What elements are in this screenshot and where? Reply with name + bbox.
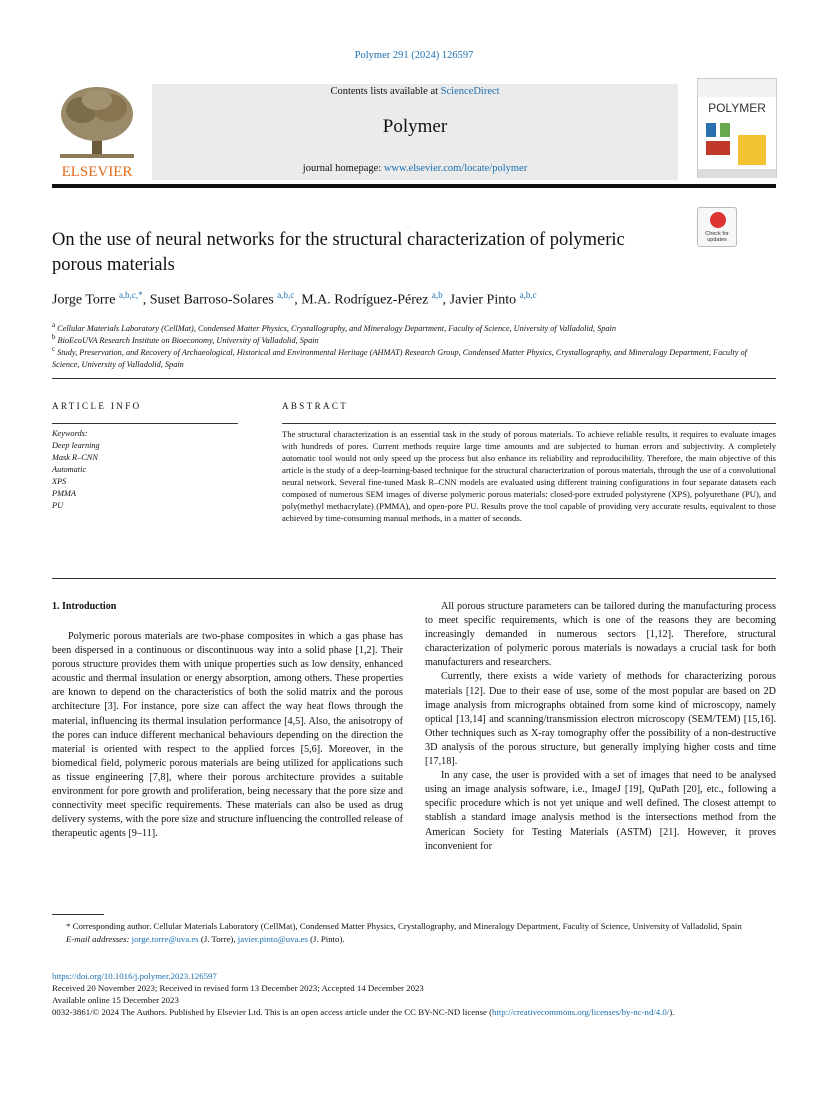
email-link[interactable]: jorge.torre@uva.es (131, 933, 199, 944)
crossmark-badge[interactable] (697, 207, 737, 247)
body-paragraph: In any case, the user is provided with a set of images that need to be analysed using an image analysis software, i.e., ImageJ [19], QuPath [20], etc., following a specific procedure which is not yet unique and well defined. The closest attempt to stablish a standard image analysis method is the intersections method from the American Society for Testing Materials (ASTM) [21]. However, it proves inconvenient for (425, 770, 776, 852)
license-link[interactable]: http://creativecommons.org/licenses/by-nc-nd/4.0/ (492, 1007, 670, 1017)
abstract-text: The structural characterization is an essential task in the study of porous materials. To achieve reliable results, it requires to evaluate images with hundreds of pores. Current methods require large time amounts and are subjected to human errors and subjectivity. A completely automatic tool would not only speed up the process but also enhance its reliability and reproducibility. Therefore, the main objective of this article is the study of a deep-learning-based technique for the structural characterization of porous materials, through the use of a convolutional neural network. Several fine-tuned Mask R–CNN models are evaluated using different training configurations in four separate datasets each composed of numerous SEM images of diverse polymeric porous materials: closed-pore extruded polystyrene (XPS), polyurethane (PU), and poly(methyl methacrylate) (PMMA), and open-pore PU. Results prove the tool capable of providing very accurate results, equivalent to those achieved by time-consuming manual methods, in a matter of seconds. (282, 429, 776, 523)
article-title: On the use of neural networks for the structural characterization of polymeric porous materials (52, 230, 625, 275)
author-name[interactable]: Javier Pinto (449, 292, 517, 308)
abstract-heading: ABSTRACT (282, 401, 349, 411)
keyword: PMMA (52, 489, 76, 498)
journal-title: Polymer (382, 116, 448, 137)
sciencedirect-link[interactable]: ScienceDirect (440, 86, 500, 97)
body-column-left (52, 630, 403, 841)
elsevier-tree-icon (52, 84, 142, 180)
crossmark-label: Check for updates (705, 231, 729, 243)
author-affiliation-marks[interactable]: a,b (431, 290, 443, 300)
author-name[interactable]: M.A. Rodríguez-Pérez (301, 292, 429, 308)
divider (52, 578, 776, 579)
contents-line: Contents lists available at ScienceDirect (330, 86, 500, 97)
author-list: Jorge Torre $^{a,b,c,*}$, Suset Barroso-Solares $^{a,b,c}$, M.A. Rodríguez-Pérez $^{a,b}$, Javier Pinto $^{a,b,c}$ (52, 290, 537, 308)
footnote-rule (52, 914, 104, 915)
available-online: Available online 15 December 2023 (52, 995, 179, 1005)
keyword: Mask R–CNN (52, 453, 98, 462)
body-column-right (425, 600, 776, 854)
keyword: PU (52, 501, 64, 510)
elsevier-logo (52, 84, 142, 180)
keyword: Automatic (52, 465, 87, 474)
affiliation: $^c$ Study, Preservation, and Recovery of Archaeological, Historical and Environmental Heritage (AHMAT) Research Group, Condensed Matter Physics, Crystallography, and Mineralogy Department, Faculty of Science, University of Valladolid, Spain (52, 346, 747, 369)
corresponding-author-note: * Corresponding author. Cellular Materials Laboratory (CellMat), Condensed Matter Physics, Crystallography, and Mineralogy Department, Faculty of Science, University of Valladolid, Spain (66, 921, 742, 931)
divider (52, 378, 776, 379)
author-affiliation-marks[interactable]: a,b,c (519, 290, 537, 300)
affiliation: $^b$ BioEcoUVA Research Institute on Bioeconomy, University of Valladolid, Spain (52, 334, 319, 345)
divider (52, 423, 238, 424)
received-dates: Received 20 November 2023; Received in revised form 13 December 2023; Accepted 14 December 2023 (52, 983, 424, 993)
body-paragraph: Currently, there exists a wide variety of methods for characterizing porous materials [12]. Due to their ease of use, some of the most popular are based on 2D image analysis from micrographs obtained from some kind of microscopy, namely optical [13,14] and scanning/transmission electron microscopy (SEM/TEM) [15,16]. Other techniques such as X-ray tomography offer the possibility of a non-destructive 3D analysis of the porous structure, but generally implying higher costs and time [17,18]. (425, 671, 776, 768)
cover-title: POLYMER (708, 101, 766, 115)
keyword: XPS (52, 477, 67, 486)
journal-citation[interactable]: Polymer 291 (2024) 126597 (354, 50, 474, 61)
publisher-wordmark: ELSEVIER (61, 164, 133, 180)
publication-info (52, 970, 776, 1018)
crossmark-icon (710, 212, 726, 228)
license-line: 0032-3861/© 2024 The Authors. Published by Elsevier Ltd. This is an open access article under the CC BY-NC-ND license (http://creativecommons.org/licenses/by-nc-nd/4.0/). (52, 1007, 675, 1017)
affiliation: $^a$ Cellular Materials Laboratory (CellMat), Condensed Matter Physics, Crystallography, and Mineralogy Department, Faculty of Science, University of Valladolid, Spain (52, 322, 616, 333)
homepage-link[interactable]: www.elsevier.com/locate/polymer (383, 163, 528, 174)
body-paragraph: All porous structure parameters can be tailored during the manufacturing process to meet specific requirements, which is one of the reasons they are becoming increasingly demanded in numerous sectors [1,12]. Therefore, structural characterization of polymeric porous materials is nowadays a crucial task for both manufacturers and researchers. (425, 601, 776, 669)
doi-link[interactable]: https://doi.org/10.1016/j.polymer.2023.126597 (52, 971, 217, 981)
keyword: Deep learning (52, 441, 100, 450)
author-name[interactable]: Jorge Torre (52, 292, 116, 308)
section-heading-introduction: 1. Introduction (52, 601, 117, 612)
journal-cover[interactable] (697, 78, 777, 178)
divider (282, 423, 776, 424)
corresponding-footnote (52, 920, 776, 945)
header-rule (52, 184, 776, 188)
email-owner: (J. Torre), (198, 933, 238, 944)
author-name[interactable]: Suset Barroso-Solares (149, 292, 274, 308)
email-link[interactable]: javier.pinto@uva.es (237, 933, 308, 944)
keywords-block (52, 428, 242, 512)
author-affiliation-marks[interactable]: a,b,c,* (118, 290, 143, 300)
keywords-label: Keywords: (52, 429, 88, 438)
email-owner: (J. Pinto). (307, 933, 345, 944)
author-affiliation-marks[interactable]: a,b,c (277, 290, 295, 300)
article-info-heading: ARTICLE INFO (52, 401, 142, 411)
body-paragraph: Polymeric porous materials are two-phase composites in which a gas phase has been dispersed in a continuous or discontinuous way into a solid phase [1,2]. Their porous structure provides them with unique properties such as low density, enhanced acoustic and thermal insulation or energy absorption, among others. These properties are known to depend on the characteristics of both the solid matrix and the porous architecture [3]. For instance, pore size can affect the way heat flows through the material, influencing its thermal insulation performance [4,5]. Also, the anisotropy of the pores can induce different mechanical behaviours depending on the direction the material is oriented with respect to the applied forces [5,6]. Moreover, in the biomedical field, polymeric porous materials are being utilized for applications such as tissue engineering [7,8], where their porous architecture provides a suitable environment for pore growth and proliferation, being necessary that the pore size and connectivity meet specific requirements. These materials can also be used as drug delivery systems, with the pore size and structure influencing the controlled release of therapeutic agents [9–11]. (52, 631, 403, 840)
journal-homepage: journal homepage: www.elsevier.com/locate/polymer (302, 163, 528, 174)
email-label: E-mail addresses: (66, 933, 132, 944)
